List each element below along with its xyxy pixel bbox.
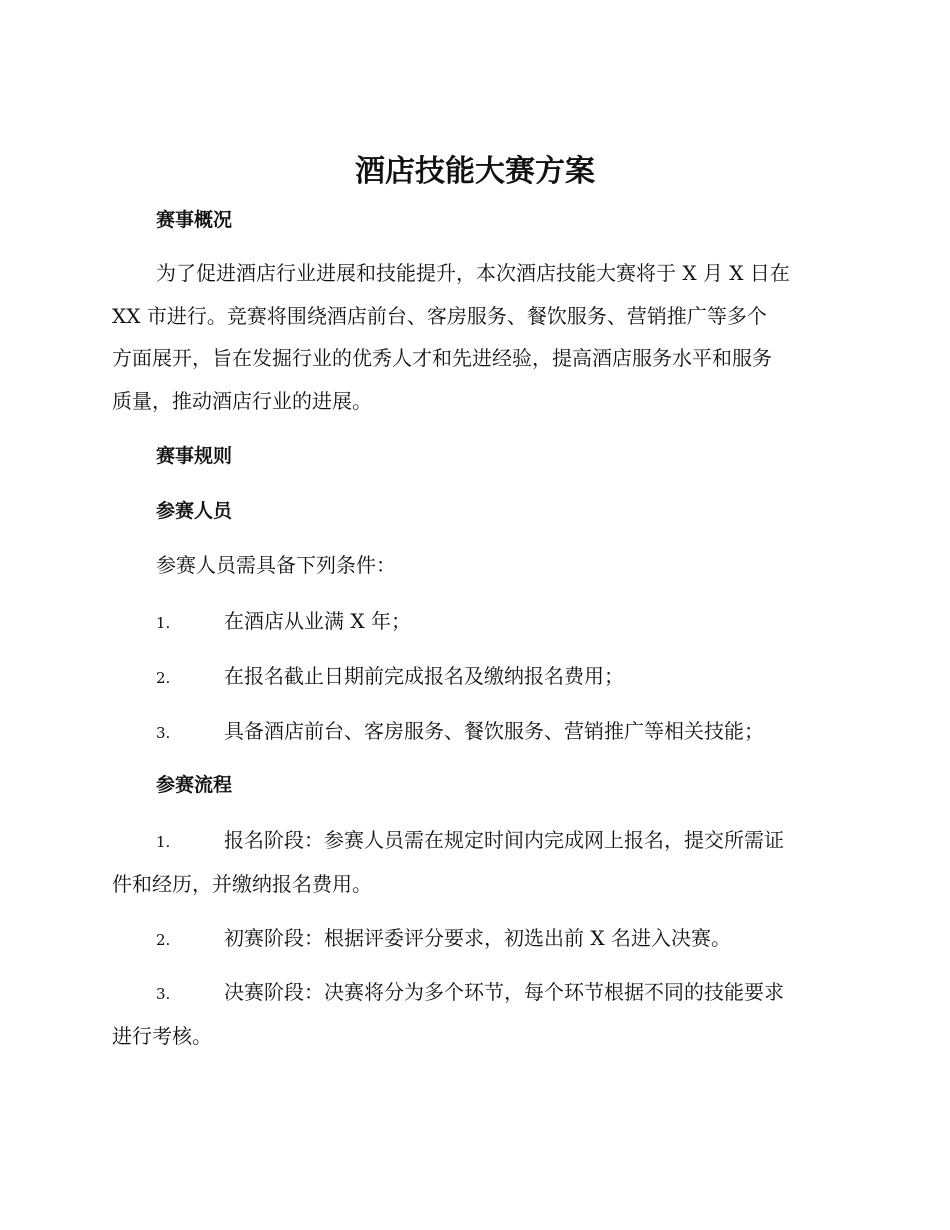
participant-condition-2: [112, 655, 852, 699]
overview-line-3: 方面展开，旨在发掘行业的优秀人才和先进经验，提高酒店服务水平和服务: [112, 346, 772, 371]
process-step-1: [112, 819, 852, 905]
list-number: 3.: [156, 724, 171, 742]
overview-line-1: 为了促进酒店行业进展和技能提升，本次酒店技能大赛将于 X 月 X 日在: [156, 261, 790, 285]
list-number: 2.: [156, 669, 171, 687]
list-item-text: 决赛阶段：决赛将分为多个环节，每个环节根据不同的技能要求: [224, 980, 784, 1004]
participants-intro: 参赛人员需具备下列条件：: [156, 553, 396, 577]
list-number: 2.: [156, 931, 171, 949]
section-heading-overview: 赛事概况: [156, 209, 233, 231]
list-item-text: 具备酒店前台、客房服务、餐饮服务、营销推广等相关技能；: [224, 719, 764, 743]
subsection-heading-participants: 参赛人员: [156, 500, 233, 522]
overview-line-2: XX 市进行。竞赛将围绕酒店前台、客房服务、餐饮服务、营销推广等多个: [112, 303, 767, 328]
document-title: 酒店技能大赛方案: [355, 154, 595, 189]
list-number: 3.: [156, 985, 171, 1003]
process-step-2: [112, 917, 852, 961]
list-item-text: 报名阶段：参赛人员需在规定时间内完成网上报名，提交所需证: [224, 828, 784, 852]
list-item-continuation: 进行考核。: [112, 1024, 212, 1048]
process-step-3: [112, 971, 852, 1057]
list-number: 1.: [156, 833, 171, 851]
overview-line-4: 质量，推动酒店行业的进展。: [112, 388, 372, 413]
list-item-continuation: 件和经历，并缴纳报名费用。: [112, 872, 372, 896]
overview-paragraph: [112, 252, 852, 422]
participant-condition-1: [112, 600, 852, 644]
list-item-text: 在酒店从业满 X 年；: [224, 609, 411, 633]
subsection-heading-process: 参赛流程: [156, 774, 233, 796]
list-item-text: 在报名截止日期前完成报名及缴纳报名费用；: [224, 664, 624, 688]
list-number: 1.: [156, 614, 171, 632]
participant-condition-3: [112, 710, 852, 754]
section-heading-rules: 赛事规则: [156, 445, 233, 467]
list-item-text: 初赛阶段：根据评委评分要求，初选出前 X 名进入决赛。: [224, 926, 731, 950]
